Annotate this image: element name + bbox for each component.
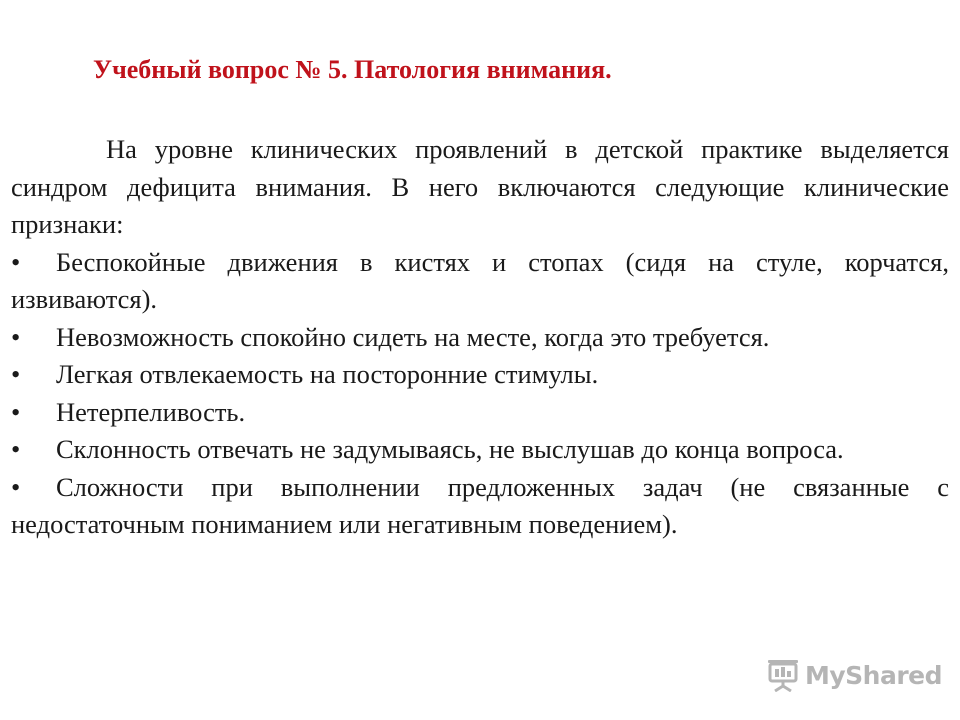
bullet: • [11,396,21,427]
bullet: • [11,434,21,464]
watermark-logo [765,656,942,694]
watermark-text: MyShared [805,660,943,690]
list-item [11,319,949,357]
list-item [11,394,949,432]
slide-title: Учебный вопрос № 5. Патология внимания. [93,55,612,84]
list-item [11,431,949,469]
list-item-text: Невозможность спокойно сидеть на месте, когда это требуется. [56,321,770,352]
list-item-text: Нетерпеливость. [56,396,246,427]
list-item-text: Беспокойные движения в кистях и стопах (сидя на стуле, корчатся, извиваются). [11,246,949,314]
bullet: • [11,321,21,352]
slide-body [11,131,949,544]
presentation-screen-icon [765,658,801,692]
intro-paragraph: На уровне клинических проявлений в детской практике выделяется синдром дефицита внимания. В него включаются следующие клинические признаки: [11,134,949,239]
list-item [11,356,949,394]
bullet: • [11,471,21,502]
list-item-text: Сложности при выполнении предложенных задач (не связанные с недостаточным пониманием или негативным поведением). [11,471,949,539]
bullet: • [11,359,21,389]
list-item [11,469,949,544]
list-item [11,244,949,319]
bullet: • [11,246,21,277]
list-item-text: Легкая отвлекаемость на посторонние стимулы. [56,359,599,389]
list-item-text: Склонность отвечать не задумываясь, не выслушав до конца вопроса. [56,434,844,464]
